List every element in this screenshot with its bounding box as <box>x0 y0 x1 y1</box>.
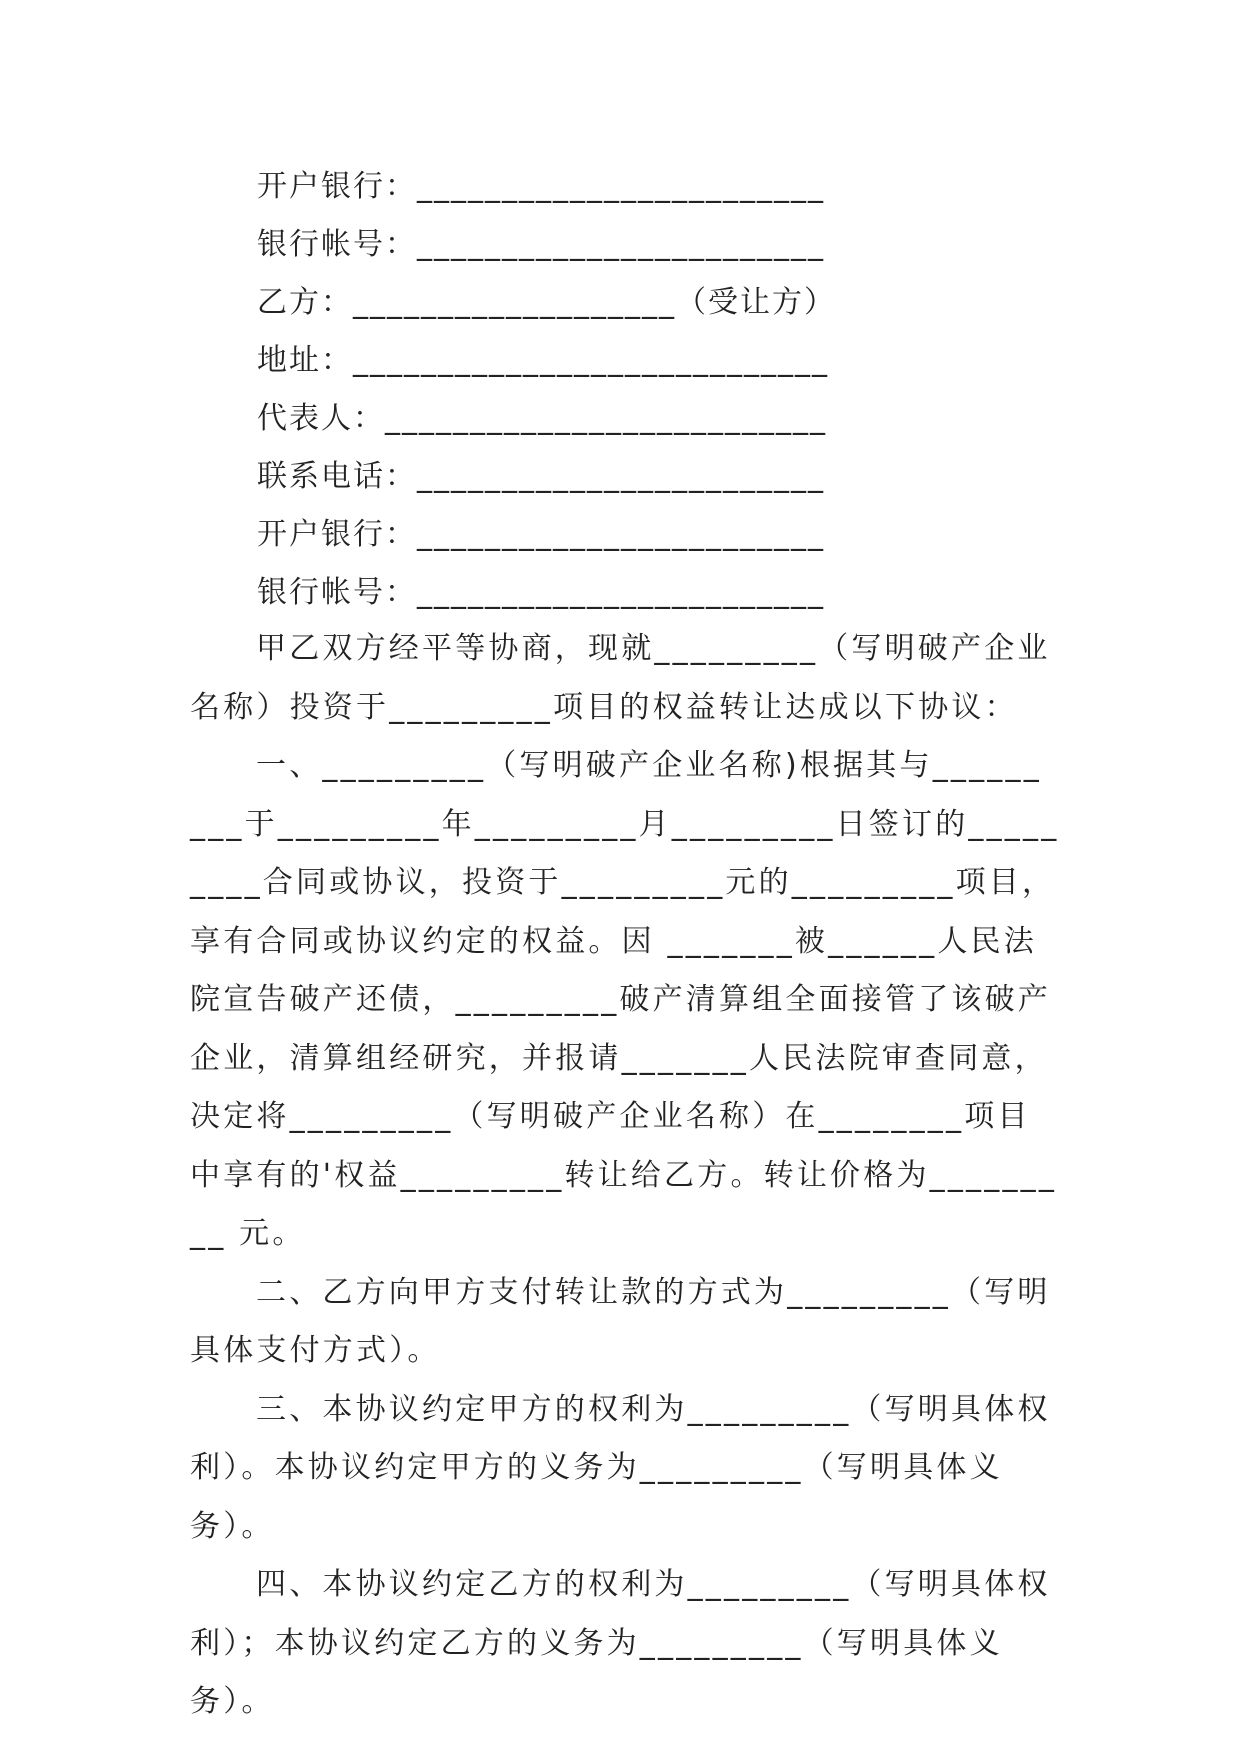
agreement-body <box>190 620 1060 1732</box>
clause-3-paragraph: 三、本协议约定甲方的权利为_________（写明具体权利）。本协议约定甲方的义务为_________（写明具体义务）。 <box>190 1391 1051 1544</box>
party-a-account-field: 银行帐号：________________________ <box>257 227 825 262</box>
party-a-bank-field: 开户银行：________________________ <box>257 169 825 204</box>
party-info-fields <box>257 158 836 622</box>
party-b-phone-field: 联系电话：________________________ <box>257 459 825 494</box>
party-b-bank-field: 开户银行：________________________ <box>257 517 825 552</box>
clause-2-paragraph: 二、乙方向甲方支付转让款的方式为_________（写明具体支付方式）。 <box>190 1274 1051 1368</box>
party-b-address-field: 地址：____________________________ <box>257 343 829 378</box>
clause-4-paragraph: 四、本协议约定乙方的权利为_________（写明具体权利）；本协议约定乙方的义务为_________（写明具体义务）。 <box>190 1567 1051 1719</box>
party-b-account-field: 银行帐号：________________________ <box>257 575 825 610</box>
party-b-field: 乙方：___________________（受让方） <box>257 285 836 320</box>
party-b-representative-field: 代表人：__________________________ <box>257 401 827 436</box>
clause-1-paragraph: 一、_________（写明破产企业名称)根据其与_________于_________年_________月_________日签订的_________合同或协议，投资于_________元的_________项目，享有合同或协议约定的权益。因 _______被______人民法院宣告破产还债，_________破产清算组全面接管了该破产企业，清算组经研究，并报请_______人民法院审查同意，决定将_________（写明破产企业名称）在________项目中享有的'权益_________转让给乙方。转让价格为_________ 元。 <box>190 748 1060 1251</box>
intro-paragraph: 甲乙双方经平等协商，现就_________（写明破产企业名称）投资于_________项目的权益转让达成以下协议： <box>190 631 1051 725</box>
